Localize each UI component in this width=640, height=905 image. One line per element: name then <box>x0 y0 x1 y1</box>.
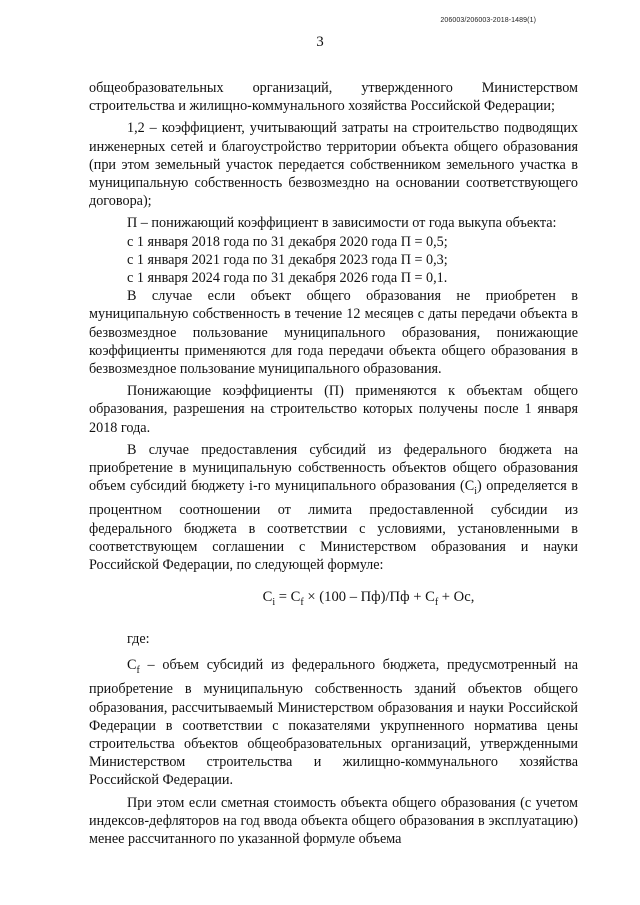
paragraph-period-2018: с 1 января 2018 года по 31 декабря 2020 года П = 0,5; <box>127 233 448 250</box>
formula-subscript: i <box>272 597 276 609</box>
document-body <box>89 79 578 848</box>
subscript: i <box>474 486 477 498</box>
paragraph-federal-subsidy <box>89 441 578 574</box>
paragraph-cf-definition <box>89 656 578 789</box>
document-id: 206003/206003-2018-1489(1) <box>440 17 536 24</box>
paragraph-reduction-applies: Понижающие коэффициенты (П) применяются к объектам общего образования, разрешения на строительство которых получены после 1 января 2018 года. <box>89 383 578 436</box>
formula-subscript: f <box>300 597 304 609</box>
formula-part: × (100 – Пф)/Пф + C <box>303 589 435 606</box>
formula-part: C <box>262 589 273 606</box>
page-number: 3 <box>316 34 324 50</box>
paragraph-period-2021: с 1 января 2021 года по 31 декабря 2023 года П = 0,3; <box>127 251 448 268</box>
formula-part: + Oc, <box>438 589 475 606</box>
formula-part: = C <box>275 589 301 606</box>
paragraph-coefficient-p: П – понижающий коэффициент в зависимости от года выкупа объекта: <box>127 215 557 232</box>
paragraph-continuation: общеобразовательных организаций, утвержденного Министерством строительства и жилищно-коммунального хозяйства Российской Федерации; <box>89 80 578 115</box>
where-label: где: <box>127 631 150 648</box>
paragraph-text: ) определяется в процентном соотношении от лимита предоставленной субсидии из федерального бюджета в соответствии с условиями, установленными в соответствующем соглашении с Министерством образования и науки Российской Федерации, по следующей формуле: <box>89 478 578 573</box>
paragraph-coefficient-1-2: 1,2 – коэффициент, учитывающий затраты на строительство подводящих инженерных сетей и благоустройство территории объекта общего образования (при этом земельный участок передается собственником земельного участка в муниципальную собственность безвозмездно на основании соответствующего договора); <box>89 120 578 210</box>
paragraph-period-2024: с 1 января 2024 года по 31 декабря 2026 года П = 0,1. <box>127 270 448 287</box>
paragraph-text: C <box>127 657 137 674</box>
paragraph-estimated-cost: При этом если сметная стоимость объекта общего образования (с учетом индексов-дефляторов на год ввода объекта общего образования в эксплуатацию) менее рассчитанного по указанной формуле объема <box>89 794 578 848</box>
paragraph-not-acquired: В случае если объект общего образования не приобретен в муниципальную собственность в течение 12 месяцев с даты передачи объекта в безвозмездное пользование муниципального образования, понижающие коэффициенты применяются для года передачи объекта общего образования в безвозмездное пользование муниципального образования. <box>89 288 578 378</box>
paragraph-text: – объем субсидий из федерального бюджета, предусмотренный на приобретение в муниципальную собственность зданий объектов общего образования, рассчитываемый Министерством образования и науки Российской Федерации в соответствии с показателями укрупненного норматива цены строительства объектов общеобразовательных организаций, утвержденными Министерством строительства и жилищно-коммунального хозяйства Российской Федерации. <box>89 657 578 789</box>
paragraph-text: В случае предоставления субсидий из федерального бюджета на приобретение в муниципальную собственность объектов общего образования объем субсидий бюджету i-го муниципального образования (C <box>89 441 578 495</box>
subscript: f <box>136 665 140 677</box>
formula-subscript: f <box>434 597 439 609</box>
subsidy-formula <box>89 588 578 612</box>
